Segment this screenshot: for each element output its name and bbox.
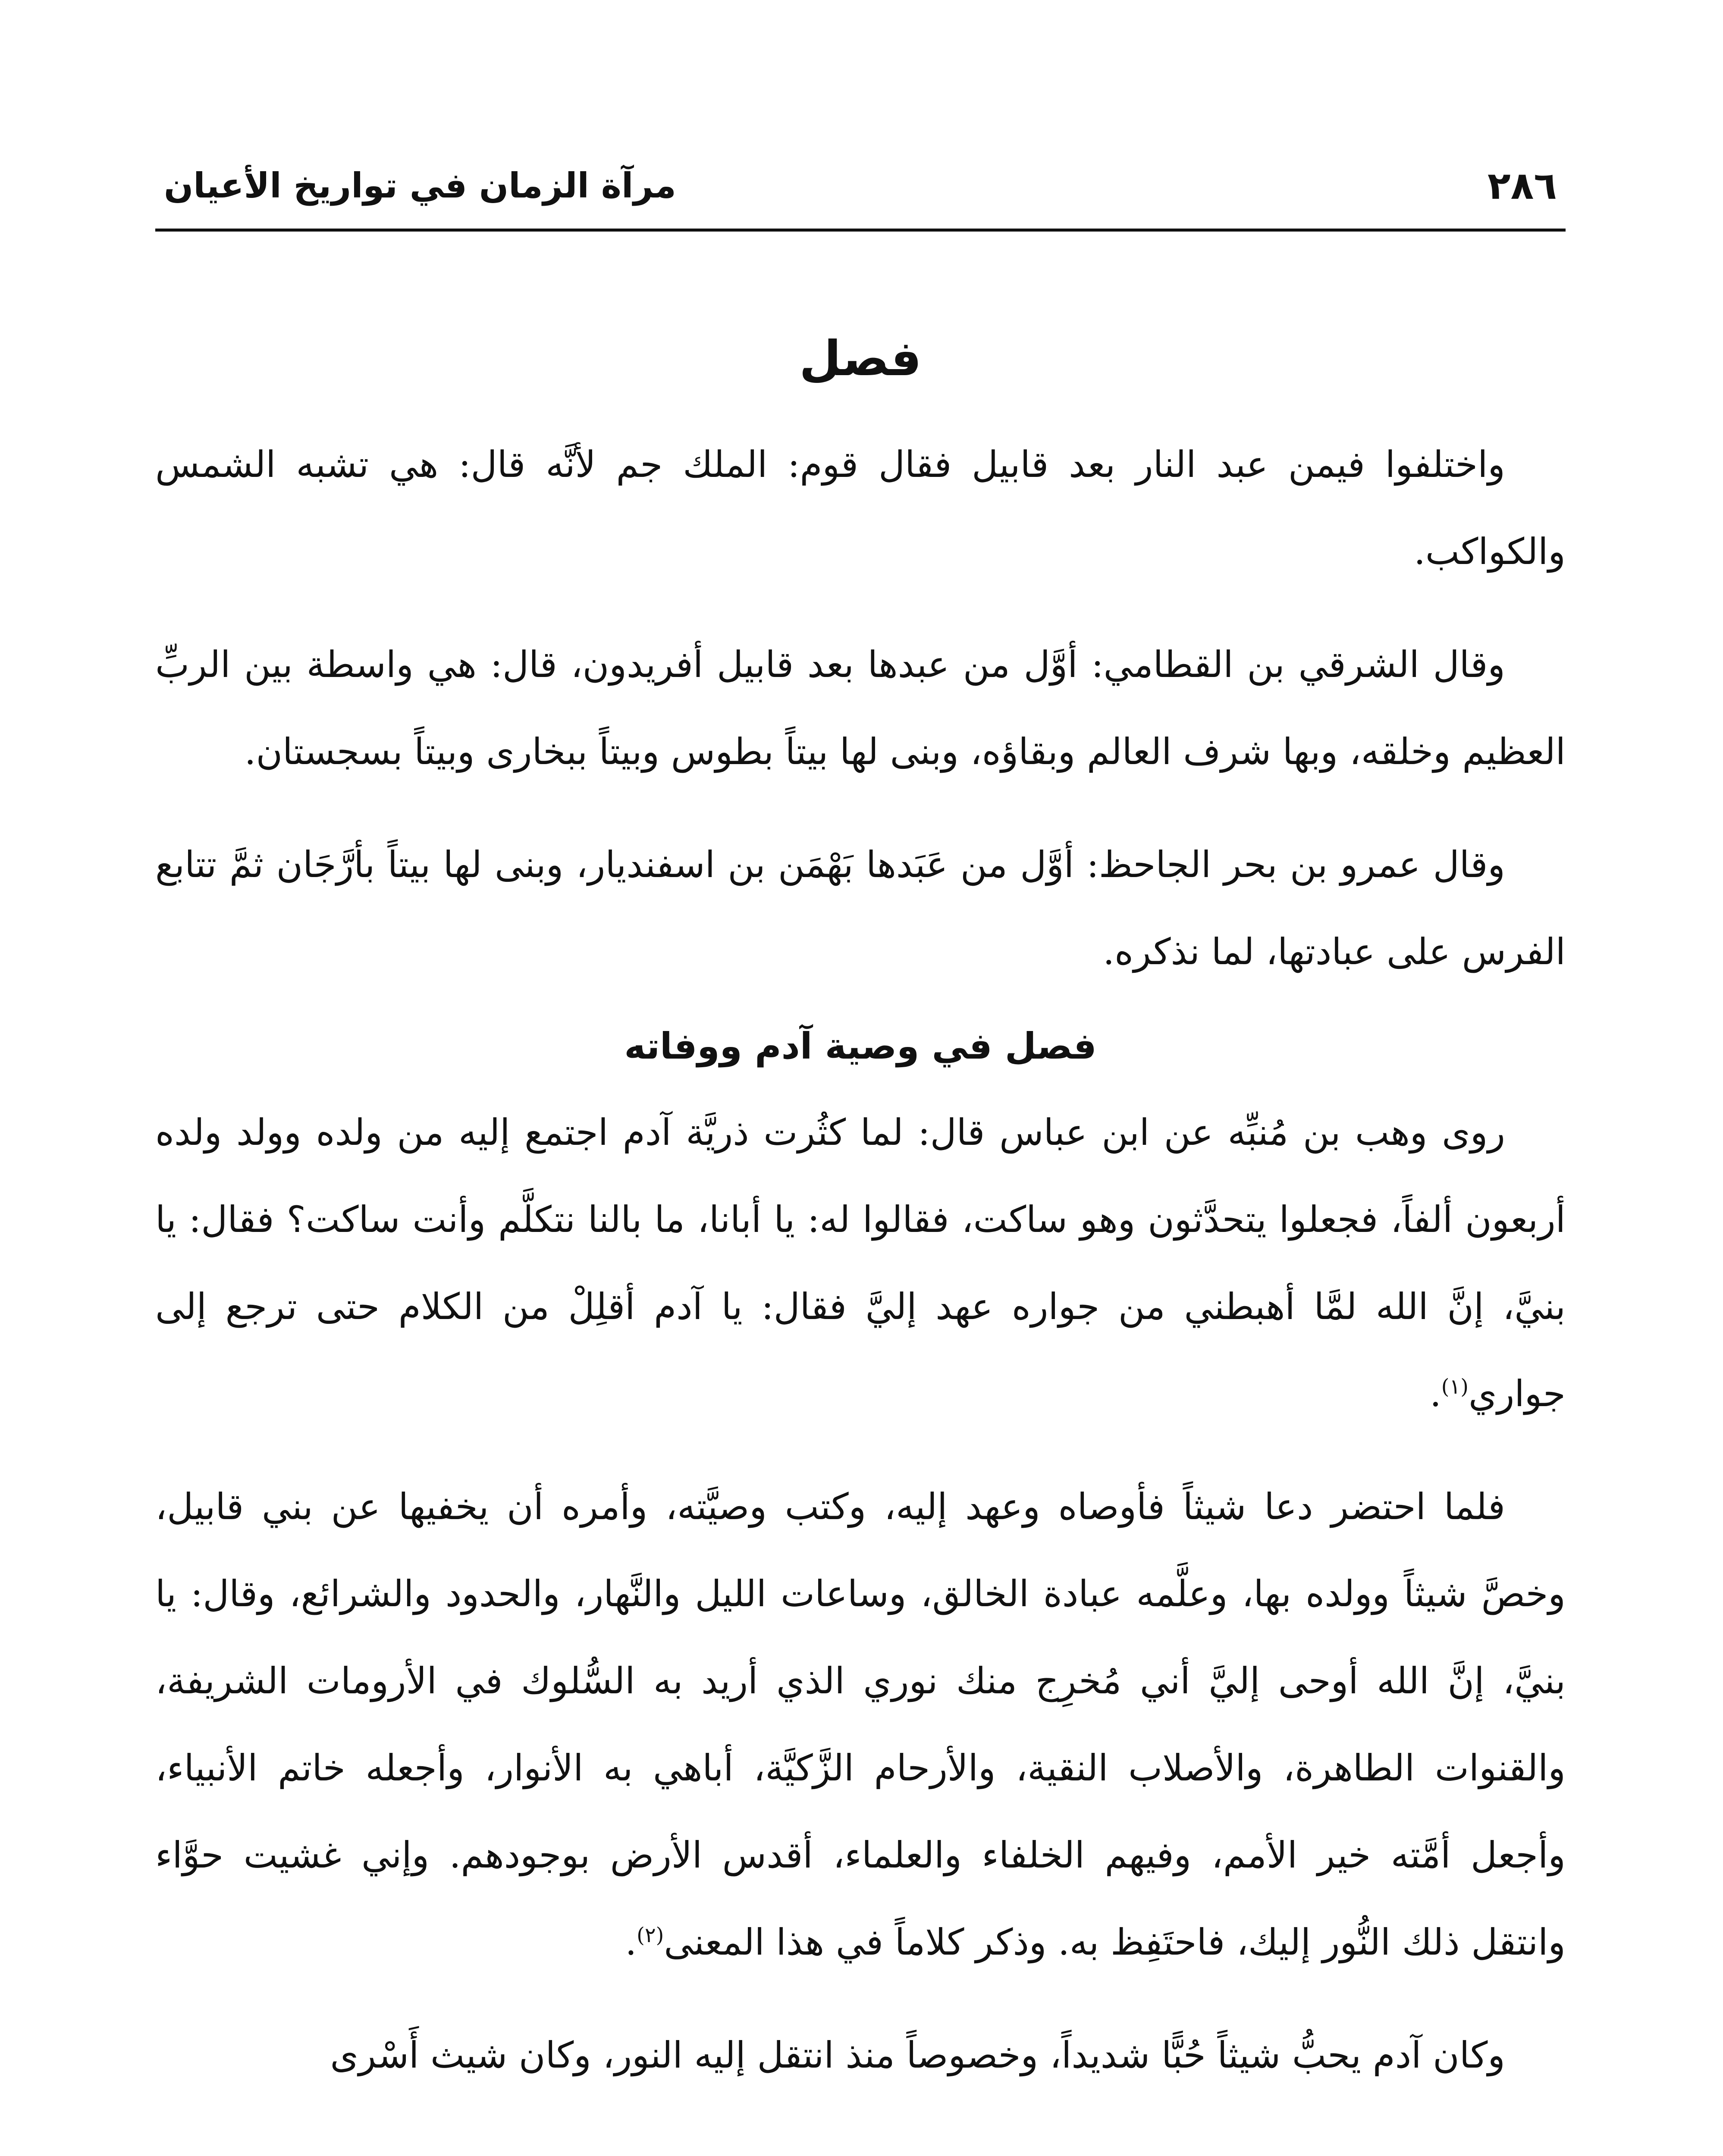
page-number: ٢٨٦ [1487, 163, 1557, 208]
main-text [155, 302, 1566, 2125]
paragraph-text: واختلفوا فيمن عبد النار بعد قابيل فقال قوم: الملك جم لأنَّه قال: هي تشبه الشمس والكواكب. [155, 443, 1566, 573]
paragraph [155, 821, 1566, 995]
paragraph [155, 621, 1566, 795]
section-title-fasl: فصل [799, 331, 922, 387]
book-title: مرآة الزمان في تواريخ الأعيان [164, 165, 676, 206]
paragraph [155, 421, 1566, 595]
paragraph [155, 2012, 1566, 2099]
running-header [155, 142, 1566, 232]
paragraph-text: فلما احتضر دعا شيثاً فأوصاه وعهد إليه، وكتب وصيَّته، وأمره أن يخفيها عن بني قابيل، وخصَّ شيثاً وولده بها، وعلَّمه عبادة الخالق، وساعات الليل والنَّهار، والحدود والشرائع، وقال: يا بنيَّ، إنَّ الله أوحى إليَّ أني مُخرِج منك نوري الذي أريد به السُّلوك في الأرومات الشريفة، والقنوات الطاهرة، والأصلاب النقية، والأرحام الزَّكيَّة، أباهي به الأنوار، وأجعله خاتم الأنبياء، وأجعل أمَّته خير الأمم، وفيهم الخلفاء والعلماء، أقدس الأرض بوجودهم. وإني غشيت حوَّاء وانتقل ذلك النُّور إليك، فاحتَفِظ به. وذكر كلاماً في هذا المعنى [155, 1485, 1566, 1964]
paragraph: فلما احتضر دعا شيثاً فأوصاه وعهد إليه، وكتب وصيَّته، وأمره أن يخفيها عن بني قابيل، وخصَّ شيثاً وولده بها، وعلَّمه عبادة الخالق، وساعات الليل والنَّهار، والحدود والشرائع، وقال: يا بنيَّ، إنَّ الله أوحى إليَّ أني مُخرِج منك نوري الذي أريد به السُّلوك في الأرومات الشريفة، والقنوات الطاهرة، والأصلاب النقية، والأرحام الزَّكيَّة، أباهي به الأنوار، وأجعله خاتم الأنبياء، وأجعل أمَّته خير الأمم، وفيهم الخلفاء والعلماء، أقدس الأرض بوجودهم. وإني غشيت حوَّاء وانتقل ذلك النُّور إليك، فاحتَفِظ به. وذكر كلاماً في هذا المعنى$^{(٢)}$. [155, 1485, 1566, 1964]
paragraph-text: روى وهب بن مُنبِّه عن ابن عباس قال: لما كثُرت ذريَّة آدم اجتمع إليه من ولده وولد ولده أربعون ألفاً، فجعلوا يتحدَّثون وهو ساكت، فقالوا له: يا أبانا، ما بالنا نتكلَّم وأنت ساكت؟ فقال: يا بنيَّ، إنَّ الله لمَّا أهبطني من جواره عهد إليَّ فقال: يا آدم أقلِلْ من الكلام حتى ترجع إلى جواري [155, 1111, 1566, 1415]
footnote-reference: (٢) [637, 1923, 664, 1948]
section-title-adam-will: فصل في وصية آدم ووفاته [624, 1025, 1097, 1067]
paragraph-text: وقال عمرو بن بحر الجاحظ: أوَّل من عَبَدها بَهْمَن بن اسفنديار، وبنى لها بيتاً بأرَّجَان ثمَّ تتابع الفرس على عبادتها، لما نذكره. [155, 843, 1566, 973]
footnote-reference: (١) [1441, 1375, 1469, 1399]
paragraph: روى وهب بن مُنبِّه عن ابن عباس قال: لما كثُرت ذريَّة آدم اجتمع إليه من ولده وولد ولده أربعون ألفاً، فجعلوا يتحدَّثون وهو ساكت، فقالوا له: يا أبانا، ما بالنا نتكلَّم وأنت ساكت؟ فقال: يا بنيَّ، إنَّ الله لمَّا أهبطني من جواره عهد إليَّ فقال: يا آدم أقلِلْ من الكلام حتى ترجع إلى جواري$^{(١)}$. [155, 1111, 1566, 1415]
paragraph-text: وقال الشرقي بن القطامي: أوَّل من عبدها بعد قابيل أفريدون، قال: هي واسطة بين الربِّ العظيم وخلقه، وبها شرف العالم وبقاؤه، وبنى لها بيتاً بطوس وبيتاً ببخارى وبيتاً بسجستان. [155, 643, 1566, 773]
paragraph-text: وكان آدم يحبُّ شيثاً حُبًّا شديداً، وخصوصاً منذ انتقل إليه النور، وكان شيث أَسْرى [330, 2034, 1505, 2077]
